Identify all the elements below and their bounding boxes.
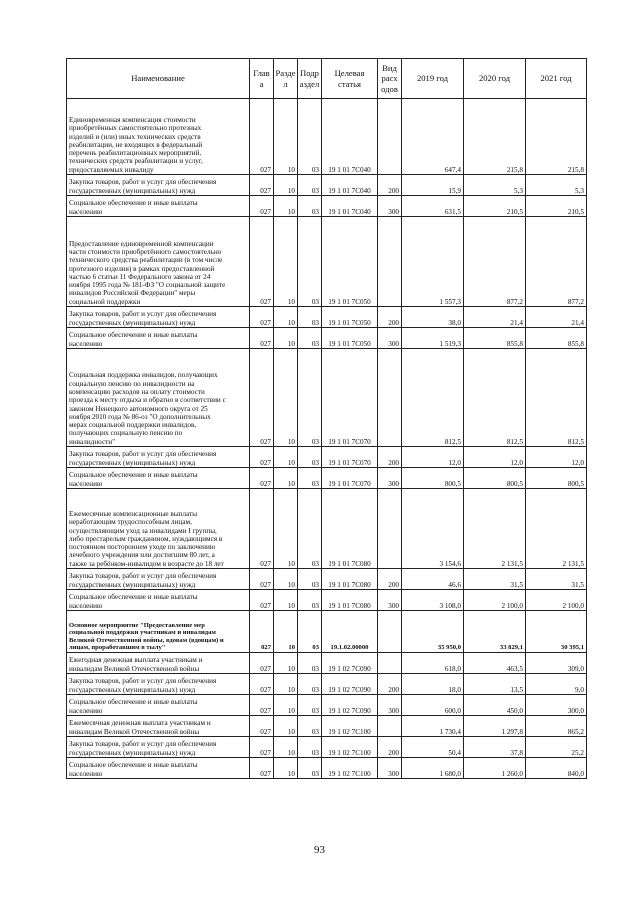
chapter-cell: 027 (250, 590, 274, 611)
target-article-cell: 19 1 02 7С100 (322, 716, 378, 737)
amount-2020-cell: 37,8 (464, 737, 526, 758)
expense-type-cell: 300 (378, 328, 402, 349)
amount-2021-cell: 215,8 (526, 99, 587, 175)
header-chapter: Глав а (250, 59, 274, 99)
table-row (67, 196, 587, 217)
table-row (67, 674, 587, 695)
expense-type-cell: 300 (378, 468, 402, 489)
table-row (67, 489, 587, 569)
table-body (67, 99, 587, 779)
expense-type-cell: 200 (378, 447, 402, 468)
row-name-cell: Социальное обеспечение и иные выплаты населению (67, 468, 250, 489)
chapter-cell: 027 (250, 447, 274, 468)
header-target-article: Целевая статья (322, 59, 378, 99)
amount-2019-cell: 1 730,4 (402, 716, 464, 737)
row-name-cell: Закупка товаров, работ и услуг для обеспечения государственных (муниципальных) нужд (67, 307, 250, 328)
table-row (67, 758, 587, 779)
row-name-cell: Социальное обеспечение и иные выплаты населению (67, 758, 250, 779)
target-article-cell: 19 1 01 7С070 (322, 468, 378, 489)
header-section: Разде л (274, 59, 298, 99)
target-article-cell: 19 1 01 7С080 (322, 569, 378, 590)
chapter-cell: 027 (250, 653, 274, 674)
table-row (67, 217, 587, 307)
amount-2020-cell: 31,5 (464, 569, 526, 590)
expense-type-cell (378, 611, 402, 653)
target-article-cell: 19 1 01 7С040 (322, 196, 378, 217)
target-article-cell: 19 1 02 7С100 (322, 737, 378, 758)
chapter-cell: 027 (250, 349, 274, 447)
amount-2019-cell: 38,0 (402, 307, 464, 328)
section-cell: 10 (274, 196, 298, 217)
expense-type-cell: 300 (378, 196, 402, 217)
target-article-cell: 19 1 02 7С090 (322, 695, 378, 716)
amount-2020-cell: 1 260,0 (464, 758, 526, 779)
amount-2020-cell: 21,4 (464, 307, 526, 328)
section-cell: 10 (274, 716, 298, 737)
header-name: Наименование (67, 59, 250, 99)
amount-2019-cell: 600,0 (402, 695, 464, 716)
expense-type-cell: 200 (378, 674, 402, 695)
subsection-cell: 03 (298, 695, 322, 716)
subsection-cell: 03 (298, 307, 322, 328)
expense-type-cell (378, 217, 402, 307)
table-row (67, 349, 587, 447)
target-article-cell: 19 1 01 7С080 (322, 489, 378, 569)
chapter-cell: 027 (250, 468, 274, 489)
table-row (67, 611, 587, 653)
expense-type-cell (378, 489, 402, 569)
amount-2020-cell: 13,5 (464, 674, 526, 695)
subsection-cell: 03 (298, 468, 322, 489)
amount-2020-cell: 2 100,0 (464, 590, 526, 611)
amount-2021-cell: 21,4 (526, 307, 587, 328)
amount-2020-cell: 812,5 (464, 349, 526, 447)
chapter-cell: 027 (250, 611, 274, 653)
amount-2019-cell: 1 519,3 (402, 328, 464, 349)
amount-2020-cell: 800,5 (464, 468, 526, 489)
amount-2019-cell: 631,5 (402, 196, 464, 217)
header-2021: 2021 год (526, 59, 587, 99)
amount-2021-cell: 2 131,5 (526, 489, 587, 569)
subsection-cell: 03 (298, 716, 322, 737)
table-row (67, 468, 587, 489)
amount-2019-cell: 35 950,0 (402, 611, 464, 653)
table-row (67, 307, 587, 328)
amount-2021-cell: 12,0 (526, 447, 587, 468)
amount-2021-cell: 855,8 (526, 328, 587, 349)
amount-2021-cell: 210,5 (526, 196, 587, 217)
table-row (67, 175, 587, 196)
subsection-cell: 03 (298, 349, 322, 447)
row-name-cell: Ежемесячные компенсационные выплаты неработающим трудоспособным лицам, осуществляющим уход за инвалидами I группы, либо престарелым гражданином, нуждающимся в постоянном постороннем уходе по заключению лечебного учреждения или достигшим 80 лет, а также за ребёнком-инвалидом в возрасте до 18 лет (67, 489, 250, 569)
amount-2020-cell: 877,2 (464, 217, 526, 307)
subsection-cell: 03 (298, 653, 322, 674)
chapter-cell: 027 (250, 307, 274, 328)
subsection-cell: 03 (298, 489, 322, 569)
amount-2019-cell: 46,6 (402, 569, 464, 590)
amount-2019-cell: 812,5 (402, 349, 464, 447)
amount-2019-cell: 647,4 (402, 99, 464, 175)
section-cell: 10 (274, 468, 298, 489)
row-name-cell: Ежемесячная денежная выплата участникам и инвалидам Великой Отечественной войны (67, 716, 250, 737)
amount-2019-cell: 3 108,0 (402, 590, 464, 611)
amount-2020-cell: 210,5 (464, 196, 526, 217)
target-article-cell: 19.1.02.00000 (322, 611, 378, 653)
amount-2021-cell: 865,2 (526, 716, 587, 737)
amount-2021-cell: 31,5 (526, 569, 587, 590)
amount-2021-cell: 5,3 (526, 175, 587, 196)
amount-2021-cell: 812,5 (526, 349, 587, 447)
chapter-cell: 027 (250, 196, 274, 217)
target-article-cell: 19 1 01 7С050 (322, 307, 378, 328)
section-cell: 10 (274, 737, 298, 758)
chapter-cell: 027 (250, 758, 274, 779)
row-name-cell: Закупка товаров, работ и услуг для обеспечения государственных (муниципальных) нужд (67, 569, 250, 590)
row-name-cell: Социальная поддержка инвалидов, получающих социальную пенсию по инвалидности на компенсацию расходов на оплату стоимости проезда к месту отдыха и обратно в соответствии с законом Ненецкого автономного округа от 25 ноября 2010 года № 86-оз "О дополнительных мерах социальной поддержки инвалидов, получающих социальную пенсию по инвалидности" (67, 349, 250, 447)
section-cell: 10 (274, 349, 298, 447)
budget-table (66, 58, 587, 779)
expense-type-cell: 300 (378, 758, 402, 779)
section-cell: 10 (274, 489, 298, 569)
section-cell: 10 (274, 674, 298, 695)
section-cell: 10 (274, 611, 298, 653)
table-row (67, 653, 587, 674)
row-name-cell: Ежегодная денежная выплата участникам и инвалидам Великой Отечественной войны (67, 653, 250, 674)
row-name-cell: Единовременная компенсация стоимости приобретённых самостоятельно протезных изделий и (или) иных технических средств реабилитации, не входящих в федеральный перечень реабилитационных мероприятий, технических средств реабилитации и услуг, предоставляемых инвалиду (67, 99, 250, 175)
row-name-cell: Предоставление единовременной компенсации части стоимости приобретённого самостоятельно технического средства реабилитации (в том числе протезного изделия) в рамках предоставленной частью 6 статьи 11 Федерального закона от 24 ноября 1995 года № 181-ФЗ "О социальной защите инвалидов Российской Федерации" меры социальной поддержки (67, 217, 250, 307)
table-row (67, 328, 587, 349)
table-row (67, 569, 587, 590)
table-header-row (67, 59, 587, 99)
header-2020: 2020 год (464, 59, 526, 99)
row-name-cell: Социальное обеспечение и иные выплаты населению (67, 196, 250, 217)
section-cell: 10 (274, 447, 298, 468)
amount-2021-cell: 25,2 (526, 737, 587, 758)
target-article-cell: 19 1 01 7С070 (322, 447, 378, 468)
section-cell: 10 (274, 217, 298, 307)
chapter-cell: 027 (250, 328, 274, 349)
subsection-cell: 03 (298, 590, 322, 611)
subsection-cell: 03 (298, 328, 322, 349)
section-cell: 10 (274, 695, 298, 716)
target-article-cell: 19 1 01 7С070 (322, 349, 378, 447)
chapter-cell: 027 (250, 175, 274, 196)
expense-type-cell (378, 716, 402, 737)
amount-2019-cell: 3 154,6 (402, 489, 464, 569)
chapter-cell: 027 (250, 695, 274, 716)
chapter-cell: 027 (250, 569, 274, 590)
table-row (67, 716, 587, 737)
table-row (67, 590, 587, 611)
section-cell: 10 (274, 653, 298, 674)
row-name-cell: Закупка товаров, работ и услуг для обеспечения государственных (муниципальных) нужд (67, 175, 250, 196)
subsection-cell: 03 (298, 175, 322, 196)
amount-2019-cell: 50,4 (402, 737, 464, 758)
amount-2019-cell: 18,0 (402, 674, 464, 695)
row-name-cell: Основное мероприятие "Предоставление мер социальной поддержки участникам и инвалидам Великой Отечественной войны, вдовам (вдовцам) и лицам, проработавшим в тылу" (67, 611, 250, 653)
row-name-cell: Закупка товаров, работ и услуг для обеспечения государственных (муниципальных) нужд (67, 674, 250, 695)
target-article-cell: 19 1 02 7С100 (322, 758, 378, 779)
subsection-cell: 03 (298, 569, 322, 590)
header-subsection: Подр аздел (298, 59, 322, 99)
amount-2019-cell: 618,0 (402, 653, 464, 674)
amount-2020-cell: 855,8 (464, 328, 526, 349)
row-name-cell: Закупка товаров, работ и услуг для обеспечения государственных (муниципальных) нужд (67, 447, 250, 468)
chapter-cell: 027 (250, 99, 274, 175)
section-cell: 10 (274, 328, 298, 349)
expense-type-cell (378, 653, 402, 674)
section-cell: 10 (274, 99, 298, 175)
section-cell: 10 (274, 758, 298, 779)
amount-2019-cell: 800,5 (402, 468, 464, 489)
amount-2021-cell: 877,2 (526, 217, 587, 307)
expense-type-cell: 200 (378, 569, 402, 590)
subsection-cell: 03 (298, 217, 322, 307)
amount-2021-cell: 309,0 (526, 653, 587, 674)
row-name-cell: Социальное обеспечение и иные выплаты населению (67, 695, 250, 716)
row-name-cell: Социальное обеспечение и иные выплаты населению (67, 328, 250, 349)
amount-2021-cell: 2 100,0 (526, 590, 587, 611)
target-article-cell: 19 1 01 7С040 (322, 99, 378, 175)
expense-type-cell: 200 (378, 175, 402, 196)
subsection-cell: 03 (298, 99, 322, 175)
chapter-cell: 027 (250, 674, 274, 695)
subsection-cell: 03 (298, 737, 322, 758)
target-article-cell: 19 1 01 7С040 (322, 175, 378, 196)
expense-type-cell: 200 (378, 737, 402, 758)
expense-type-cell (378, 99, 402, 175)
section-cell: 10 (274, 175, 298, 196)
row-name-cell: Закупка товаров, работ и услуг для обеспечения государственных (муниципальных) нужд (67, 737, 250, 758)
amount-2019-cell: 15,9 (402, 175, 464, 196)
amount-2021-cell: 300,0 (526, 695, 587, 716)
chapter-cell: 027 (250, 737, 274, 758)
expense-type-cell (378, 349, 402, 447)
chapter-cell: 027 (250, 217, 274, 307)
table-row (67, 447, 587, 468)
subsection-cell: 03 (298, 447, 322, 468)
amount-2021-cell: 9,0 (526, 674, 587, 695)
amount-2020-cell: 2 131,5 (464, 489, 526, 569)
amount-2020-cell: 463,5 (464, 653, 526, 674)
amount-2020-cell: 215,8 (464, 99, 526, 175)
section-cell: 10 (274, 569, 298, 590)
header-2019: 2019 год (402, 59, 464, 99)
amount-2020-cell: 33 829,1 (464, 611, 526, 653)
expense-type-cell: 200 (378, 307, 402, 328)
target-article-cell: 19 1 02 7С090 (322, 653, 378, 674)
target-article-cell: 19 1 01 7С080 (322, 590, 378, 611)
amount-2019-cell: 1 680,0 (402, 758, 464, 779)
amount-2020-cell: 450,0 (464, 695, 526, 716)
section-cell: 10 (274, 590, 298, 611)
amount-2020-cell: 5,3 (464, 175, 526, 196)
amount-2020-cell: 12,0 (464, 447, 526, 468)
subsection-cell: 03 (298, 758, 322, 779)
table-row (67, 99, 587, 175)
subsection-cell: 03 (298, 196, 322, 217)
section-cell: 10 (274, 307, 298, 328)
expense-type-cell: 300 (378, 695, 402, 716)
amount-2020-cell: 1 297,8 (464, 716, 526, 737)
chapter-cell: 027 (250, 489, 274, 569)
table-row (67, 737, 587, 758)
chapter-cell: 027 (250, 716, 274, 737)
target-article-cell: 19 1 01 7С050 (322, 217, 378, 307)
page-number: 93 (314, 844, 325, 856)
amount-2021-cell: 30 395,1 (526, 611, 587, 653)
expense-type-cell: 300 (378, 590, 402, 611)
subsection-cell: 03 (298, 611, 322, 653)
amount-2019-cell: 12,0 (402, 447, 464, 468)
row-name-cell: Социальное обеспечение и иные выплаты населению (67, 590, 250, 611)
target-article-cell: 19 1 02 7С090 (322, 674, 378, 695)
target-article-cell: 19 1 01 7С050 (322, 328, 378, 349)
amount-2019-cell: 1 557,3 (402, 217, 464, 307)
amount-2021-cell: 840,0 (526, 758, 587, 779)
subsection-cell: 03 (298, 674, 322, 695)
amount-2021-cell: 800,5 (526, 468, 587, 489)
header-expense-type: Вид расх одов (378, 59, 402, 99)
table-row (67, 695, 587, 716)
